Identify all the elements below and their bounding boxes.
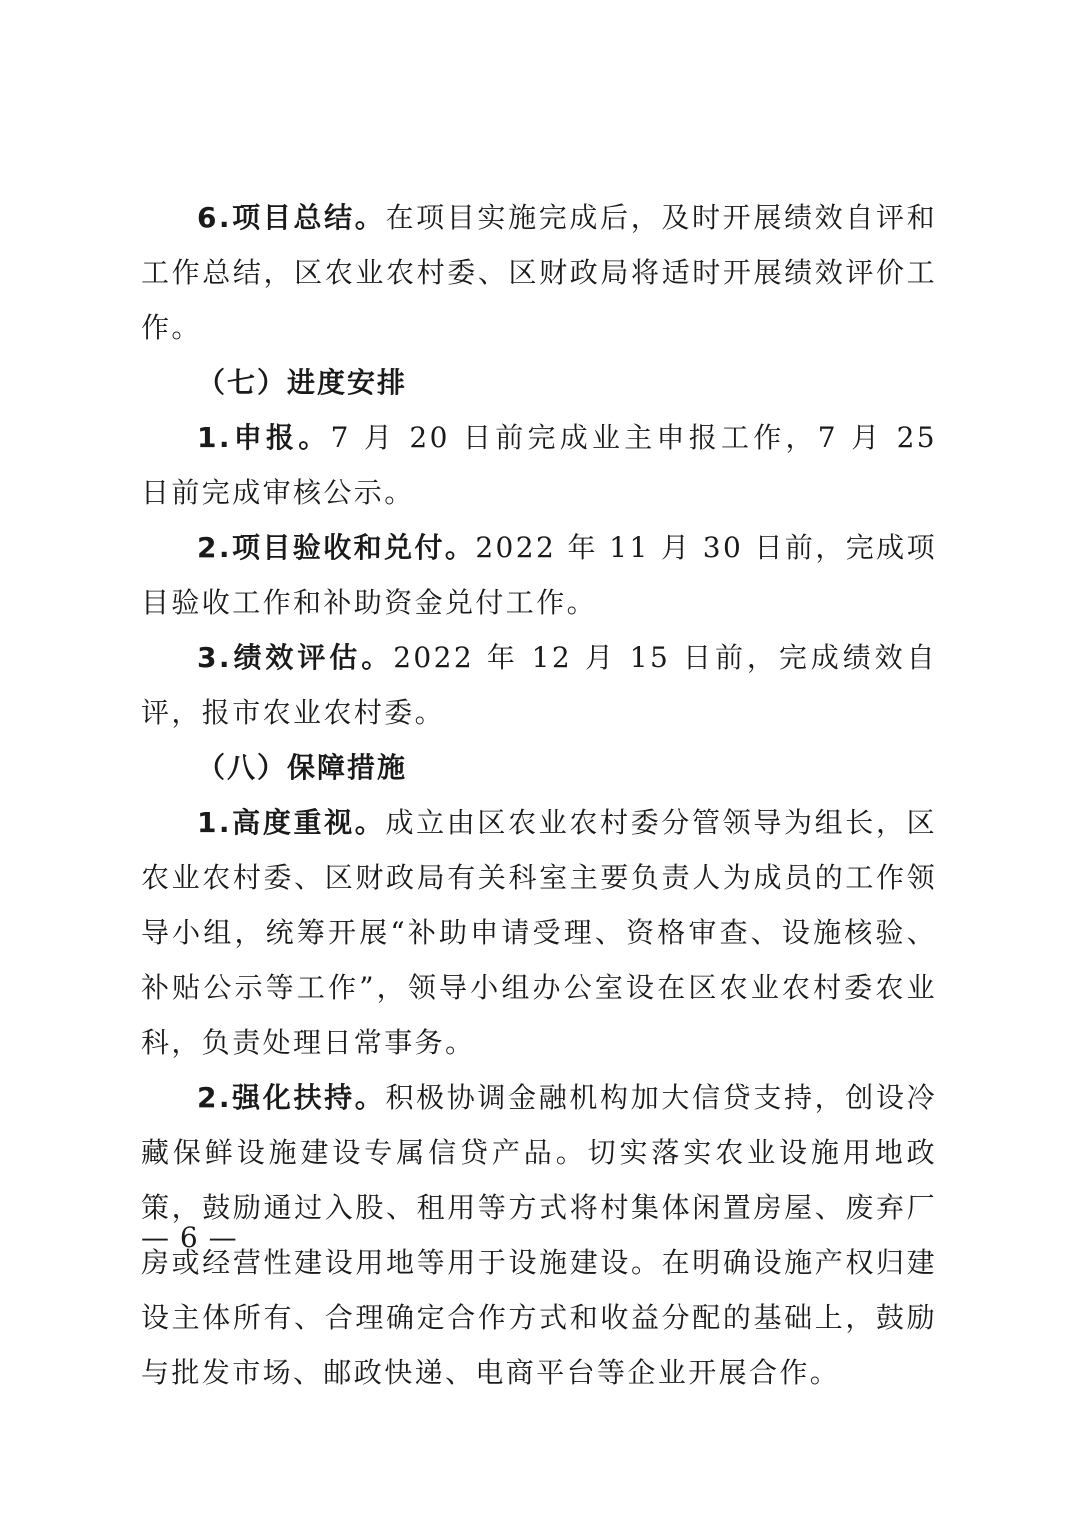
paragraph-text: 成立由区农业农村委分管领导为组长，区农业农村委、区财政局有关科室主要负责人为成员的工作领导小组，统筹开展“补助申请受理、资格审查、设施核验、补贴公示等工作”，领导小组办公室设在区农业农村委农业科，负责处理日常事务。 (141, 806, 937, 1059)
section-heading-safeguards: （八）保障措施 (197, 751, 408, 784)
paragraph-performance-evaluation (141, 630, 937, 740)
paragraph-project-summary (141, 190, 937, 355)
page-number: — 6 — (141, 1221, 238, 1254)
paragraph-lead: 6.项目总结。 (197, 201, 386, 234)
paragraph-strengthen-support (141, 1070, 937, 1400)
paragraph-lead: 1.高度重视。 (197, 806, 386, 839)
paragraph-application (141, 410, 937, 520)
paragraph-text: 7 月 20 日前完成业主申报工作，7 月 25 日前完成审核公示。 (141, 421, 937, 509)
paragraph-acceptance-payment (141, 520, 937, 630)
paragraph-text: 2022 年 12 月 15 日前，完成绩效自评，报市农业农村委。 (141, 641, 938, 729)
paragraph-high-attention (141, 795, 937, 1070)
paragraph-lead: 2.强化扶持。 (197, 1081, 386, 1114)
paragraph-text: 在项目实施完成后，及时开展绩效自评和工作总结，区农业农村委、区财政局将适时开展绩效评价工作。 (141, 201, 937, 344)
paragraph-text: 2022 年 11 月 30 日前，完成项目验收工作和补助资金兑付工作。 (141, 531, 938, 619)
section-heading-schedule: （七）进度安排 (197, 366, 408, 399)
document-body (141, 190, 937, 1400)
paragraph-text: 积极协调金融机构加大信贷支持，创设冷藏保鲜设施建设专属信贷产品。切实落实农业设施用地政策，鼓励通过入股、租用等方式将村集体闲置房屋、废弃厂房或经营性建设用地等用于设施建设。在明确设施产权归建设主体所有、合理确定合作方式和收益分配的基础上，鼓励与批发市场、邮政快递、电商平台等企业开展合作。 (141, 1081, 937, 1389)
paragraph-lead: 2.项目验收和兑付。 (197, 531, 476, 564)
paragraph-lead: 3.绩效评估。 (197, 641, 394, 674)
paragraph-lead: 1.申报。 (197, 421, 331, 454)
